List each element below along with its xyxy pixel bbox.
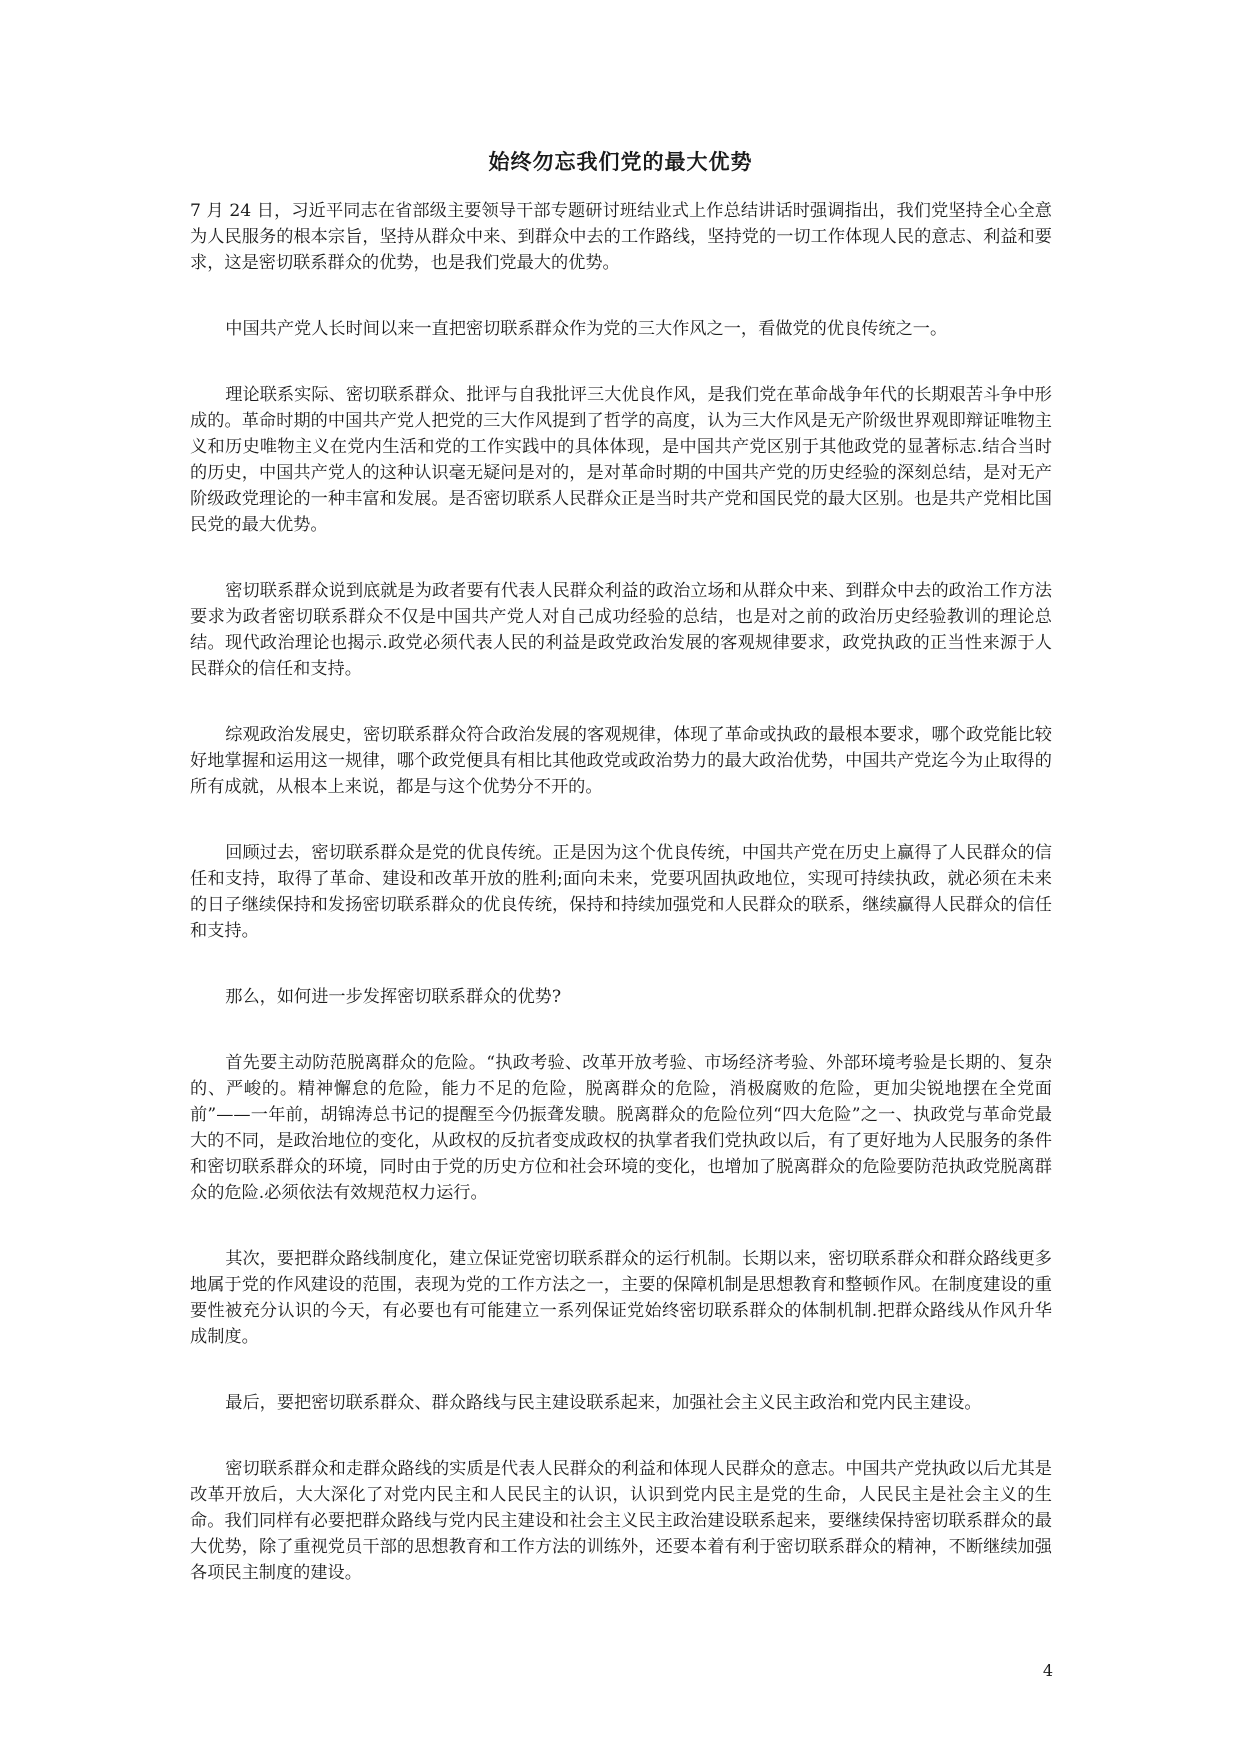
paragraph-11: 密切联系群众和走群众路线的实质是代表人民群众的利益和体现人民群众的意志。中国共产党执政以后尤其是改革开放后，大大深化了对党内民主和人民民主的认识，认识到党内民主是党的生命，人民民主是社会主义的生命。我们同样有必要把群众路线与党内民主建设和社会主义民主政治建设联系起来，要继续保持密切联系群众的最大优势，除了重视党员干部的思想教育和工作方法的训练外，还要本着有利于密切联系群众的精神，不断继续加强各项民主制度的建设。 xyxy=(190,1459,1052,1583)
paragraph-5: 综观政治发展史，密切联系群众符合政治发展的客观规律，体现了革命或执政的最根本要求，哪个政党能比较好地掌握和运用这一规律，哪个政党便具有相比其他政党或政治势力的最大政治优势，中国共产党迄今为止取得的所有成就，从根本上来说，都是与这个优势分不开的。 xyxy=(190,725,1052,797)
paragraph-1: 7 月 24 日，习近平同志在省部级主要领导干部专题研讨班结业式上作总结讲话时强调指出，我们党坚持全心全意为人民服务的根本宗旨，坚持从群众中来、到群众中去的工作路线，坚持党的一切工作体现人民的意志、利益和要求，这是密切联系群众的优势，也是我们党最大的优势。 xyxy=(190,201,1052,273)
paragraph-3: 理论联系实际、密切联系群众、批评与自我批评三大优良作风，是我们党在革命战争年代的长期艰苦斗争中形成的。革命时期的中国共产党人把党的三大作风提到了哲学的高度，认为三大作风是无产阶级世界观即辩证唯物主义和历史唯物主义在党内生活和党的工作实践中的具体体现，是中国共产党区别于其他政党的显著标志.结合当时的历史，中国共产党人的这种认识毫无疑问是对的，是对革命时期的中国共产党的历史经验的深刻总结，是对无产阶级政党理论的一种丰富和发展。是否密切联系人民群众正是当时共产党和国民党的最大区别。也是共产党相比国民党的最大优势。 xyxy=(190,385,1052,535)
paragraph-4: 密切联系群众说到底就是为政者要有代表人民群众利益的政治立场和从群众中来、到群众中去的政治工作方法要求为政者密切联系群众不仅是中国共产党人对自己成功经验的总结，也是对之前的政治历史经验教训的理论总结。现代政治理论也揭示.政党必须代表人民的利益是政党政治发展的客观规律要求，政党执政的正当性来源于人民群众的信任和支持。 xyxy=(190,581,1052,679)
paragraph-8: 首先要主动防范脱离群众的危险。“执政考验、改革开放考验、市场经济考验、外部环境考验是长期的、复杂的、严峻的。精神懈怠的危险，能力不足的危险，脱离群众的危险，消极腐败的危险，更加尖锐地摆在全党面前”——一年前，胡锦涛总书记的提醒至今仍振聋发聩。脱离群众的危险位列“四大危险”之一、执政党与革命党最大的不同，是政治地位的变化，从政权的反抗者变成政权的执掌者我们党执政以后，有了更好地为人民服务的条件和密切联系群众的环境，同时由于党的历史方位和社会环境的变化，也增加了脱离群众的危险要防范执政党脱离群众的危险.必须依法有效规范权力运行。 xyxy=(190,1053,1052,1203)
page-number: 4 xyxy=(1042,1661,1053,1680)
paragraph-7: 那么，如何进一步发挥密切联系群众的优势? xyxy=(225,987,562,1007)
paragraph-9: 其次，要把群众路线制度化，建立保证党密切联系群众的运行机制。长期以来，密切联系群众和群众路线更多地属于党的作风建设的范围，表现为党的工作方法之一，主要的保障机制是思想教育和整顿作风。在制度建设的重要性被充分认识的今天，有必要也有可能建立一系列保证党始终密切联系群众的体制机制.把群众路线从作风升华成制度。 xyxy=(190,1249,1052,1347)
paragraph-2: 中国共产党人长时间以来一直把密切联系群众作为党的三大作风之一，看做党的优良传统之一。 xyxy=(225,319,948,339)
article-body xyxy=(190,198,1052,1626)
paragraph-6: 回顾过去，密切联系群众是党的优良传统。正是因为这个优良传统，中国共产党在历史上赢得了人民群众的信任和支持，取得了革命、建设和改革开放的胜利;面向未来，党要巩固执政地位，实现可持续执政，就必须在未来的日子继续保持和发扬密切联系群众的优良传统，保持和持续加强党和人民群众的联系，继续赢得人民群众的信任和支持。 xyxy=(190,843,1052,941)
paragraph-10: 最后，要把密切联系群众、群众路线与民主建设联系起来，加强社会主义民主政治和党内民主建设。 xyxy=(225,1393,982,1413)
page-title: 始终勿忘我们党的最大优势 xyxy=(488,149,753,174)
